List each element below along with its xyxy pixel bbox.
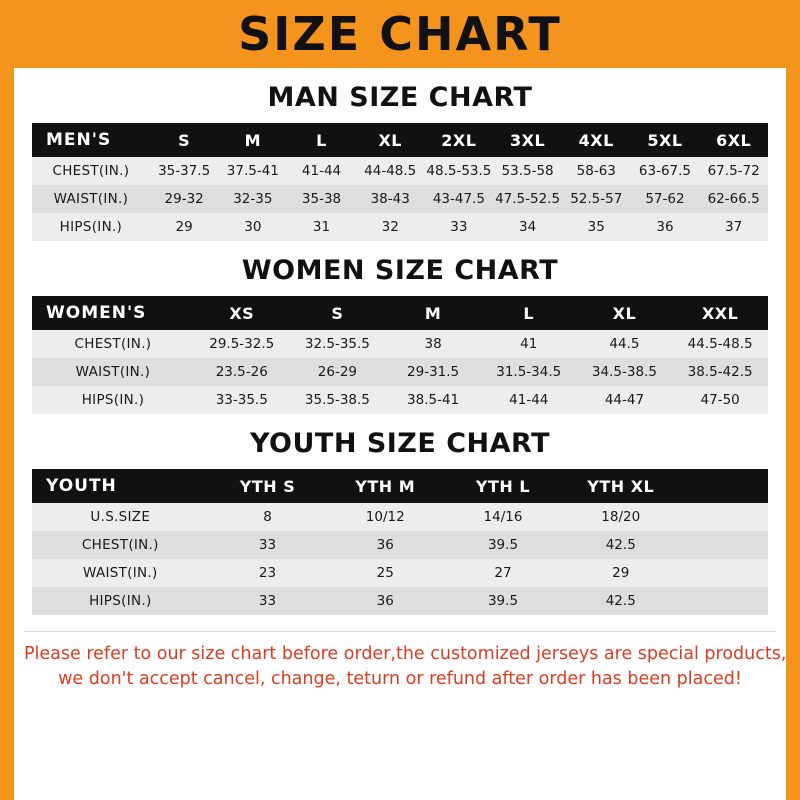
table-cell: 63-67.5	[638, 163, 691, 179]
table-cell: 48.5-53.5	[426, 163, 492, 179]
column-header: XL	[356, 123, 425, 157]
table-cell: 35	[587, 219, 605, 235]
table-cell: 10/12	[365, 509, 405, 525]
table-cell: 36	[376, 593, 394, 609]
table-cell-spacer	[680, 531, 768, 559]
table-cell: 42.5	[605, 537, 636, 553]
row-label: WAIST(IN.)	[75, 364, 151, 380]
section-man	[14, 82, 786, 241]
section-youth	[14, 428, 786, 615]
table-cell: 41	[520, 336, 538, 352]
table-header-row	[32, 123, 768, 157]
table-cell: 47-50	[700, 392, 740, 408]
table-cell: 44.5	[609, 336, 640, 352]
column-header: YTH XL	[562, 469, 680, 503]
row-label: WAIST(IN.)	[53, 191, 129, 207]
table-cell: 33	[450, 219, 468, 235]
row-label: HIPS(IN.)	[89, 593, 152, 609]
table-row	[32, 587, 768, 615]
table-row	[32, 213, 768, 241]
column-header: YTH M	[326, 469, 444, 503]
table-cell: 29.5-32.5	[209, 336, 275, 352]
section-title-youth: YOUTH SIZE CHART	[249, 428, 551, 459]
column-header-spacer	[680, 469, 768, 503]
column-header: L	[287, 123, 356, 157]
table-cell: 31.5-34.5	[496, 364, 562, 380]
table-row	[32, 559, 768, 587]
table-cell: 31	[312, 219, 331, 235]
table-cell: 44.5-48.5	[687, 336, 753, 352]
table-row	[32, 386, 768, 414]
footer-note	[24, 631, 787, 693]
table-cell: 57-62	[645, 191, 685, 207]
table-cell: 41-44	[509, 392, 549, 408]
table-cell: 36	[656, 219, 674, 235]
table-cell: 62-66.5	[707, 191, 760, 207]
table-cell: 38-43	[370, 191, 410, 207]
column-header: XL	[577, 296, 673, 330]
table-cell: 39.5	[487, 537, 519, 553]
section-title-man: MAN SIZE CHART	[267, 82, 533, 113]
table-row	[32, 358, 768, 386]
table-cell-spacer	[680, 587, 768, 615]
table-cell-spacer	[680, 559, 768, 587]
section-title-women: WOMEN SIZE CHART	[241, 255, 559, 286]
column-header: 6XL	[699, 123, 768, 157]
table-row	[32, 531, 768, 559]
table-cell: 37	[725, 219, 743, 235]
table-header-label: YOUTH	[32, 469, 209, 503]
table-row	[32, 503, 768, 531]
row-label: HIPS(IN.)	[81, 392, 145, 408]
column-header: M	[218, 123, 287, 157]
row-label: U.S.SIZE	[90, 509, 151, 525]
table-cell: 58-63	[576, 163, 616, 179]
column-header: S	[150, 123, 219, 157]
table-cell: 38.5-41	[407, 392, 460, 408]
table-cell: 29	[612, 565, 630, 581]
row-label: CHEST(IN.)	[81, 537, 159, 553]
row-label: CHEST(IN.)	[52, 163, 130, 179]
table-cell: 34.5-38.5	[591, 364, 657, 380]
table-cell: 32.5-35.5	[304, 336, 370, 352]
table-cell: 26-29	[317, 364, 358, 380]
footer-note-line2: we don't accept cancel, change, teturn or refund after order has been placed!	[58, 669, 742, 690]
table-cell: 18/20	[601, 509, 641, 525]
table-cell: 32-35	[233, 191, 273, 207]
table-cell: 34	[518, 219, 537, 235]
row-label: HIPS(IN.)	[59, 219, 123, 235]
table-cell: 41-44	[301, 163, 342, 179]
table-cell: 43-47.5	[432, 191, 485, 207]
table-cell: 33	[258, 593, 277, 609]
table-cell: 14/16	[483, 509, 523, 525]
table-header-label: WOMEN'S	[32, 296, 194, 330]
table-man	[32, 123, 768, 241]
table-cell: 25	[376, 565, 394, 581]
footer-note-line1: Please refer to our size chart before order,the customized jerseys are special products,	[24, 644, 787, 664]
column-header: S	[290, 296, 386, 330]
table-cell: 36	[376, 537, 394, 553]
row-label: CHEST(IN.)	[74, 336, 152, 352]
table-cell: 30	[244, 219, 262, 235]
table-cell: 29-32	[164, 191, 204, 207]
table-cell: 38.5-42.5	[687, 364, 753, 380]
table-cell: 8	[263, 509, 272, 525]
table-cell: 52.5-57	[570, 191, 623, 207]
table-cell: 53.5-58	[501, 163, 554, 179]
table-women	[32, 296, 768, 414]
table-cell-spacer	[680, 503, 768, 531]
table-cell: 27	[494, 565, 512, 581]
table-cell: 44-48.5	[364, 163, 417, 179]
table-row	[32, 185, 768, 213]
column-header: L	[481, 296, 577, 330]
column-header: YTH L	[444, 469, 562, 503]
table-row	[32, 330, 768, 358]
table-header-label: MEN'S	[32, 123, 150, 157]
column-header: 3XL	[493, 123, 562, 157]
table-cell: 35-37.5	[158, 163, 211, 179]
table-cell: 29-31.5	[407, 364, 460, 380]
table-cell: 67.5-72	[707, 163, 760, 179]
table-cell: 47.5-52.5	[495, 191, 561, 207]
table-cell: 35.5-38.5	[304, 392, 370, 408]
table-row	[32, 157, 768, 185]
header-band	[0, 0, 800, 68]
column-header: 2XL	[425, 123, 494, 157]
table-cell: 37.5-41	[226, 163, 279, 179]
section-women	[14, 255, 786, 414]
table-cell: 35-38	[301, 191, 342, 207]
column-header: XXL	[672, 296, 768, 330]
table-header-row	[32, 296, 768, 330]
column-header: YTH S	[209, 469, 327, 503]
table-cell: 29	[175, 219, 193, 235]
table-cell: 23.5-26	[215, 364, 268, 380]
table-youth	[32, 469, 768, 615]
table-cell: 38	[424, 336, 442, 352]
table-cell: 39.5	[487, 593, 519, 609]
table-cell: 33-35.5	[215, 392, 268, 408]
table-header-row	[32, 469, 768, 503]
page-title: SIZE CHART	[238, 7, 562, 61]
row-label: WAIST(IN.)	[83, 565, 158, 581]
column-header: M	[385, 296, 481, 330]
table-cell: 23	[258, 565, 277, 581]
table-cell: 32	[381, 219, 399, 235]
table-cell: 42.5	[605, 593, 636, 609]
table-cell: 33	[258, 537, 277, 553]
column-header: XS	[194, 296, 290, 330]
column-header: 5XL	[631, 123, 700, 157]
table-cell: 44-47	[604, 392, 645, 408]
column-header: 4XL	[562, 123, 631, 157]
